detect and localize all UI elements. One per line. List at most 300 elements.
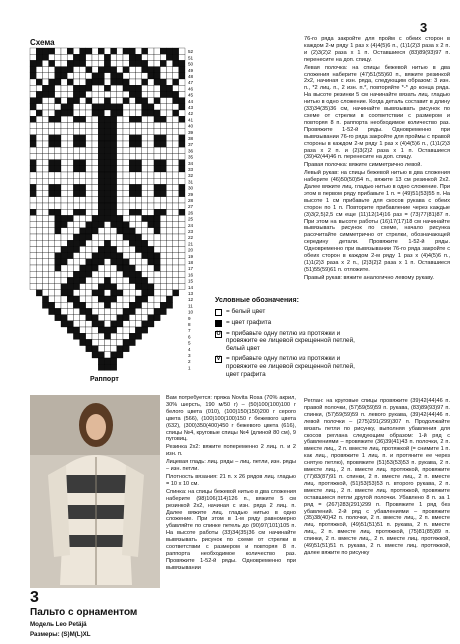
chart-cell (73, 215, 79, 221)
chart-cell (67, 315, 73, 321)
chart-cell (148, 104, 154, 110)
chart-cell (80, 67, 86, 73)
chart-cell (123, 147, 129, 153)
chart-cell (160, 166, 166, 172)
chart-cell (55, 160, 61, 166)
chart-cell (49, 104, 55, 110)
chart-cell (30, 141, 36, 147)
chart-cell (30, 129, 36, 135)
chart-cell (129, 240, 135, 246)
chart-cell (129, 284, 135, 290)
chart-cell (104, 246, 110, 252)
chart-cell (55, 135, 61, 141)
chart-cell (135, 54, 141, 60)
chart-cell (73, 166, 79, 172)
chart-cell (30, 98, 36, 104)
chart-cell (160, 172, 166, 178)
chart-cell (123, 153, 129, 159)
chart-cell (36, 129, 42, 135)
chart-cell (179, 141, 185, 147)
chart-cell (160, 147, 166, 153)
chart-cell (30, 246, 36, 252)
chart-cell (73, 153, 79, 159)
chart-cell (49, 141, 55, 147)
row-number-label: 52 (188, 49, 194, 55)
chart-cell (36, 135, 42, 141)
chart-cell (173, 259, 179, 265)
chart-cell (148, 110, 154, 116)
row-number-label: 38 (188, 136, 194, 141)
chart-cell (160, 284, 166, 290)
chart-cell (148, 265, 154, 271)
chart-cell (49, 110, 55, 116)
chart-cell (123, 104, 129, 110)
chart-cell (49, 253, 55, 259)
chart-cell (98, 234, 104, 240)
chart-cell (154, 141, 160, 147)
chart-cell (67, 327, 73, 333)
chart-cell (55, 271, 61, 277)
chart-cell (86, 166, 92, 172)
chart-cell (92, 67, 98, 73)
chart-cell (42, 253, 48, 259)
chart-cell (160, 98, 166, 104)
chart-cell (98, 228, 104, 234)
chart-cell (173, 191, 179, 197)
chart-cell (73, 141, 79, 147)
chart-cell (142, 166, 148, 172)
chart-cell (154, 290, 160, 296)
chart-cell (129, 172, 135, 178)
chart-cell (30, 240, 36, 246)
chart-cell (129, 222, 135, 228)
chart-cell (123, 302, 129, 308)
chart-cell (86, 60, 92, 66)
chart-cell (104, 308, 110, 314)
chart-cell (92, 60, 98, 66)
chart-cell (135, 60, 141, 66)
chart-cell (179, 98, 185, 104)
chart-cell (142, 110, 148, 116)
chart-cell (111, 352, 117, 358)
chart-cell (111, 48, 117, 54)
chart-cell (173, 67, 179, 73)
chart-cell (67, 110, 73, 116)
chart-cell (98, 253, 104, 259)
chart-cell (67, 73, 73, 79)
row-number-label: 26 (188, 210, 194, 216)
chart-cell (98, 327, 104, 333)
chart-cell (142, 60, 148, 66)
chart-cell (98, 116, 104, 122)
chart-cell (123, 259, 129, 265)
chart-cell (166, 48, 172, 54)
chart-cell (142, 129, 148, 135)
row-number-label: 27 (188, 204, 194, 210)
chart-cell (80, 259, 86, 265)
chart-cell (123, 191, 129, 197)
chart-cell (142, 54, 148, 60)
chart-cell (42, 85, 48, 91)
chart-cell (55, 290, 61, 296)
chart-cell (117, 253, 123, 259)
chart-cell (166, 265, 172, 271)
chart-cell (80, 215, 86, 221)
chart-cell (129, 246, 135, 252)
chart-cell (117, 234, 123, 240)
chart-cell (154, 302, 160, 308)
chart-cell (67, 184, 73, 190)
chart-cell (80, 234, 86, 240)
chart-cell (135, 234, 141, 240)
chart-cell (98, 339, 104, 345)
chart-cell (30, 79, 36, 85)
chart-cell (92, 333, 98, 339)
chart-cell (42, 73, 48, 79)
chart-cell (104, 240, 110, 246)
chart-cell (55, 315, 61, 321)
chart-cell (67, 215, 73, 221)
chart-cell (30, 197, 36, 203)
chart-cell (104, 284, 110, 290)
chart-cell (30, 122, 36, 128)
chart-cell (179, 203, 185, 209)
chart-cell (80, 191, 86, 197)
paragraph: Левый рукав: на спицы бежевой нитью в два сложения наберите (46)50(50)54 п., вяжите 13 см резинкой 2х2. Далее вяжите лиц. гладью нитью в одно сложение. При этом в первом ряду прибавьте 1 п. = (49)51(53)55 п. На высоте 1 см прибавьте для скосов рукава с обеих сторон по 1 п. Повторите прибавление через каждые (3)3(2,5)2,5 см еще (11)12(14)16 раз = (73)77(81)87 п. При этом на высоте работы (16)17(17)18 см начинайте вывязывать рисунок по схеме, начало рисунка расочитайте симметрично от стрелки, обозначающей середину детали. Провяжите 1-52-й ряды. Одновременно при вывязывании 76-го ряда закройте с обеих сторон в каждом 2-м ряду 1 раз х (4)4(5)6 п., (1)1(2)3 раза х 2 п., (2)3(2)2 раза х 1 п. Оставшиеся (51)55(59)61 п. отложите. (304, 170, 450, 273)
chart-cell (104, 135, 110, 141)
chart-cell (55, 265, 61, 271)
chart-cell (36, 284, 42, 290)
chart-cell (117, 321, 123, 327)
chart-cell (61, 259, 67, 265)
chart-cell (42, 104, 48, 110)
chart-cell (179, 135, 185, 141)
chart-cell (160, 308, 166, 314)
paragraph: 76-го ряда закройте для пройм с обеих сторон в каждом 2-м ряду 1 раз х (4)4(5)6 п., (1)1(2)3 раза х 2 п. и (2)3(2)2 раза х 1 п. Оставшиеся (83)89(93)97 п. перенесите на доп. спицу. (304, 36, 450, 63)
chart-cell (61, 290, 67, 296)
chart-cell (49, 284, 55, 290)
chart-cell (104, 54, 110, 60)
chart-cell (42, 302, 48, 308)
chart-cell (117, 302, 123, 308)
chart-cell (73, 302, 79, 308)
chart-cell (92, 116, 98, 122)
chart-cell (160, 197, 166, 203)
chart-cell (92, 141, 98, 147)
chart-cell (30, 284, 36, 290)
chart-cell (117, 147, 123, 153)
chart-cell (111, 141, 117, 147)
chart-cell (55, 253, 61, 259)
chart-cell (61, 141, 67, 147)
paragraph: Резинка 2х2: вяжите попеременно 2 лиц. п. и 2 изн. п. (166, 444, 296, 458)
chart-cell (55, 277, 61, 283)
chart-cell (135, 197, 141, 203)
chart-cell (117, 240, 123, 246)
chart-cell (135, 277, 141, 283)
chart-cell (111, 265, 117, 271)
chart-cell (80, 141, 86, 147)
chart-cell (104, 315, 110, 321)
row-number-label: 17 (188, 266, 194, 272)
chart-cell (61, 104, 67, 110)
chart-cell (80, 203, 86, 209)
chart-cell (30, 191, 36, 197)
chart-cell (142, 98, 148, 104)
chart-cell (55, 67, 61, 73)
chart-cell (166, 246, 172, 252)
chart-cell (42, 79, 48, 85)
chart-cell (154, 104, 160, 110)
chart-cell (166, 178, 172, 184)
chart-cell (166, 234, 172, 240)
chart-cell (160, 215, 166, 221)
chart-cell (86, 122, 92, 128)
chart-cell (135, 104, 141, 110)
chart-cell (135, 129, 141, 135)
chart-cell (148, 116, 154, 122)
row-number-label: 42 (188, 111, 194, 117)
chart-cell (98, 91, 104, 97)
chart-cell (173, 234, 179, 240)
chart-cell (173, 129, 179, 135)
chart-cell (148, 203, 154, 209)
chart-cell (173, 98, 179, 104)
chart-cell (104, 67, 110, 73)
chart-cell (129, 110, 135, 116)
chart-cell (92, 110, 98, 116)
row-number-label: 33 (188, 167, 194, 172)
chart-cell (154, 73, 160, 79)
chart-cell (111, 315, 117, 321)
chart-cell (111, 284, 117, 290)
chart-cell (148, 60, 154, 66)
chart-cell (129, 339, 135, 345)
chart-cell (92, 271, 98, 277)
chart-cell (104, 358, 110, 364)
chart-cell (86, 246, 92, 252)
chart-cell (36, 265, 42, 271)
chart-cell (67, 191, 73, 197)
chart-cell (92, 222, 98, 228)
chart-cell (92, 166, 98, 172)
chart-cell (98, 191, 104, 197)
chart-cell (154, 308, 160, 314)
chart-cell (30, 160, 36, 166)
chart-cell (173, 110, 179, 116)
chart-cell (179, 147, 185, 153)
chart-cell (111, 178, 117, 184)
chart-cell (36, 141, 42, 147)
chart-cell (135, 73, 141, 79)
chart-cell (173, 85, 179, 91)
row-number-label: 46 (188, 86, 194, 92)
chart-cell (179, 166, 185, 172)
paragraph: Лицевая гладь: лиц. ряды – лиц. петли, изн. ряды – изн. петли. (166, 459, 296, 473)
chart-cell (179, 48, 185, 54)
chart-cell (123, 339, 129, 345)
chart-cell (160, 277, 166, 283)
chart-cell (148, 73, 154, 79)
chart-cell (80, 284, 86, 290)
chart-cell (49, 160, 55, 166)
chart-cell (49, 271, 55, 277)
chart-cell (129, 228, 135, 234)
row-number-label: 11 (188, 303, 193, 309)
chart-cell (67, 104, 73, 110)
chart-cell (173, 54, 179, 60)
chart-cell (86, 302, 92, 308)
row-number-label: 32 (188, 173, 194, 179)
chart-cell (154, 79, 160, 85)
chart-cell (142, 302, 148, 308)
row-number-label: 7 (188, 328, 191, 334)
chart-cell (148, 184, 154, 190)
chart-cell (160, 116, 166, 122)
chart-cell (111, 203, 117, 209)
chart-cell (55, 197, 61, 203)
chart-cell (148, 129, 154, 135)
chart-cell (179, 122, 185, 128)
chart-cell (148, 321, 154, 327)
chart-cell (166, 91, 172, 97)
chart-cell (123, 277, 129, 283)
chart-cell (80, 209, 86, 215)
chart-cell (104, 73, 110, 79)
chart-cell (129, 104, 135, 110)
chart-cell (148, 153, 154, 159)
chart-cell (123, 122, 129, 128)
chart-cell (148, 284, 154, 290)
chart-cell (98, 160, 104, 166)
chart-cell (80, 160, 86, 166)
chart-cell (86, 284, 92, 290)
chart-cell (129, 178, 135, 184)
chart-cell (142, 178, 148, 184)
chart-cell (98, 135, 104, 141)
chart-cell (55, 172, 61, 178)
chart-cell (142, 191, 148, 197)
chart-cell (142, 253, 148, 259)
chart-cell (142, 73, 148, 79)
row-number-label: 8 (188, 322, 191, 327)
chart-cell (154, 215, 160, 221)
chart-cell (73, 203, 79, 209)
chart-cell (67, 234, 73, 240)
chart-cell (123, 321, 129, 327)
chart-cell (80, 48, 86, 54)
chart-cell (160, 160, 166, 166)
chart-cell (160, 259, 166, 265)
row-number-label: 6 (188, 334, 191, 340)
chart-cell (166, 110, 172, 116)
chart-cell (42, 60, 48, 66)
chart-cell (92, 290, 98, 296)
chart-cell (148, 277, 154, 283)
chart-cell (30, 172, 36, 178)
chart-cell (173, 91, 179, 97)
chart-cell (73, 296, 79, 302)
chart-cell (73, 54, 79, 60)
chart-cell (61, 209, 67, 215)
chart-cell (129, 153, 135, 159)
chart-cell (142, 172, 148, 178)
chart-cell (160, 209, 166, 215)
chart-cell (104, 160, 110, 166)
chart-cell (135, 315, 141, 321)
chart-cell (135, 160, 141, 166)
chart-cell (86, 333, 92, 339)
paragraph: Плотность вязания: 21 п. х 26 рядов лиц. гладью = 10 х 10 см. (166, 473, 296, 487)
chart-cell (111, 197, 117, 203)
chart-cell (104, 147, 110, 153)
chart-cell (49, 54, 55, 60)
chart-cell (104, 166, 110, 172)
chart-cell (30, 54, 36, 60)
chart-cell (92, 160, 98, 166)
chart-cell (160, 91, 166, 97)
chart-cell (104, 110, 110, 116)
chart-cell (117, 104, 123, 110)
chart-cell (111, 259, 117, 265)
model-title: Пальто с орнаментом (30, 607, 138, 618)
chart-cell (92, 153, 98, 159)
chart-cell (42, 191, 48, 197)
chart-cell (55, 48, 61, 54)
chart-cell (173, 153, 179, 159)
chart-cell (111, 110, 117, 116)
chart-cell (111, 308, 117, 314)
chart-cell (166, 240, 172, 246)
chart-cell (111, 98, 117, 104)
chart-cell (67, 265, 73, 271)
chart-cell (73, 284, 79, 290)
chart-cell (160, 184, 166, 190)
chart-cell (129, 147, 135, 153)
chart-cell (154, 203, 160, 209)
chart-cell (98, 346, 104, 352)
chart-cell (160, 153, 166, 159)
chart-cell (42, 296, 48, 302)
chart-cell (148, 259, 154, 265)
chart-cell (92, 240, 98, 246)
chart-cell (98, 271, 104, 277)
chart-cell (49, 48, 55, 54)
chart-cell (36, 147, 42, 153)
chart-cell (104, 253, 110, 259)
chart-cell (154, 91, 160, 97)
chart-cell (123, 290, 129, 296)
chart-cell (86, 98, 92, 104)
chart-cell (111, 302, 117, 308)
chart-cell (135, 228, 141, 234)
chart-cell (55, 215, 61, 221)
chart-cell (111, 166, 117, 172)
chart-cell (154, 315, 160, 321)
chart-cell (55, 228, 61, 234)
chart-cell (142, 67, 148, 73)
chart-cell (92, 296, 98, 302)
chart-cell (160, 290, 166, 296)
chart-cell (98, 265, 104, 271)
chart-cell (111, 60, 117, 66)
chart-cell (173, 178, 179, 184)
chart-cell (86, 315, 92, 321)
chart-cell (80, 327, 86, 333)
chart-cell (42, 110, 48, 116)
chart-cell (86, 265, 92, 271)
chart-cell (80, 333, 86, 339)
